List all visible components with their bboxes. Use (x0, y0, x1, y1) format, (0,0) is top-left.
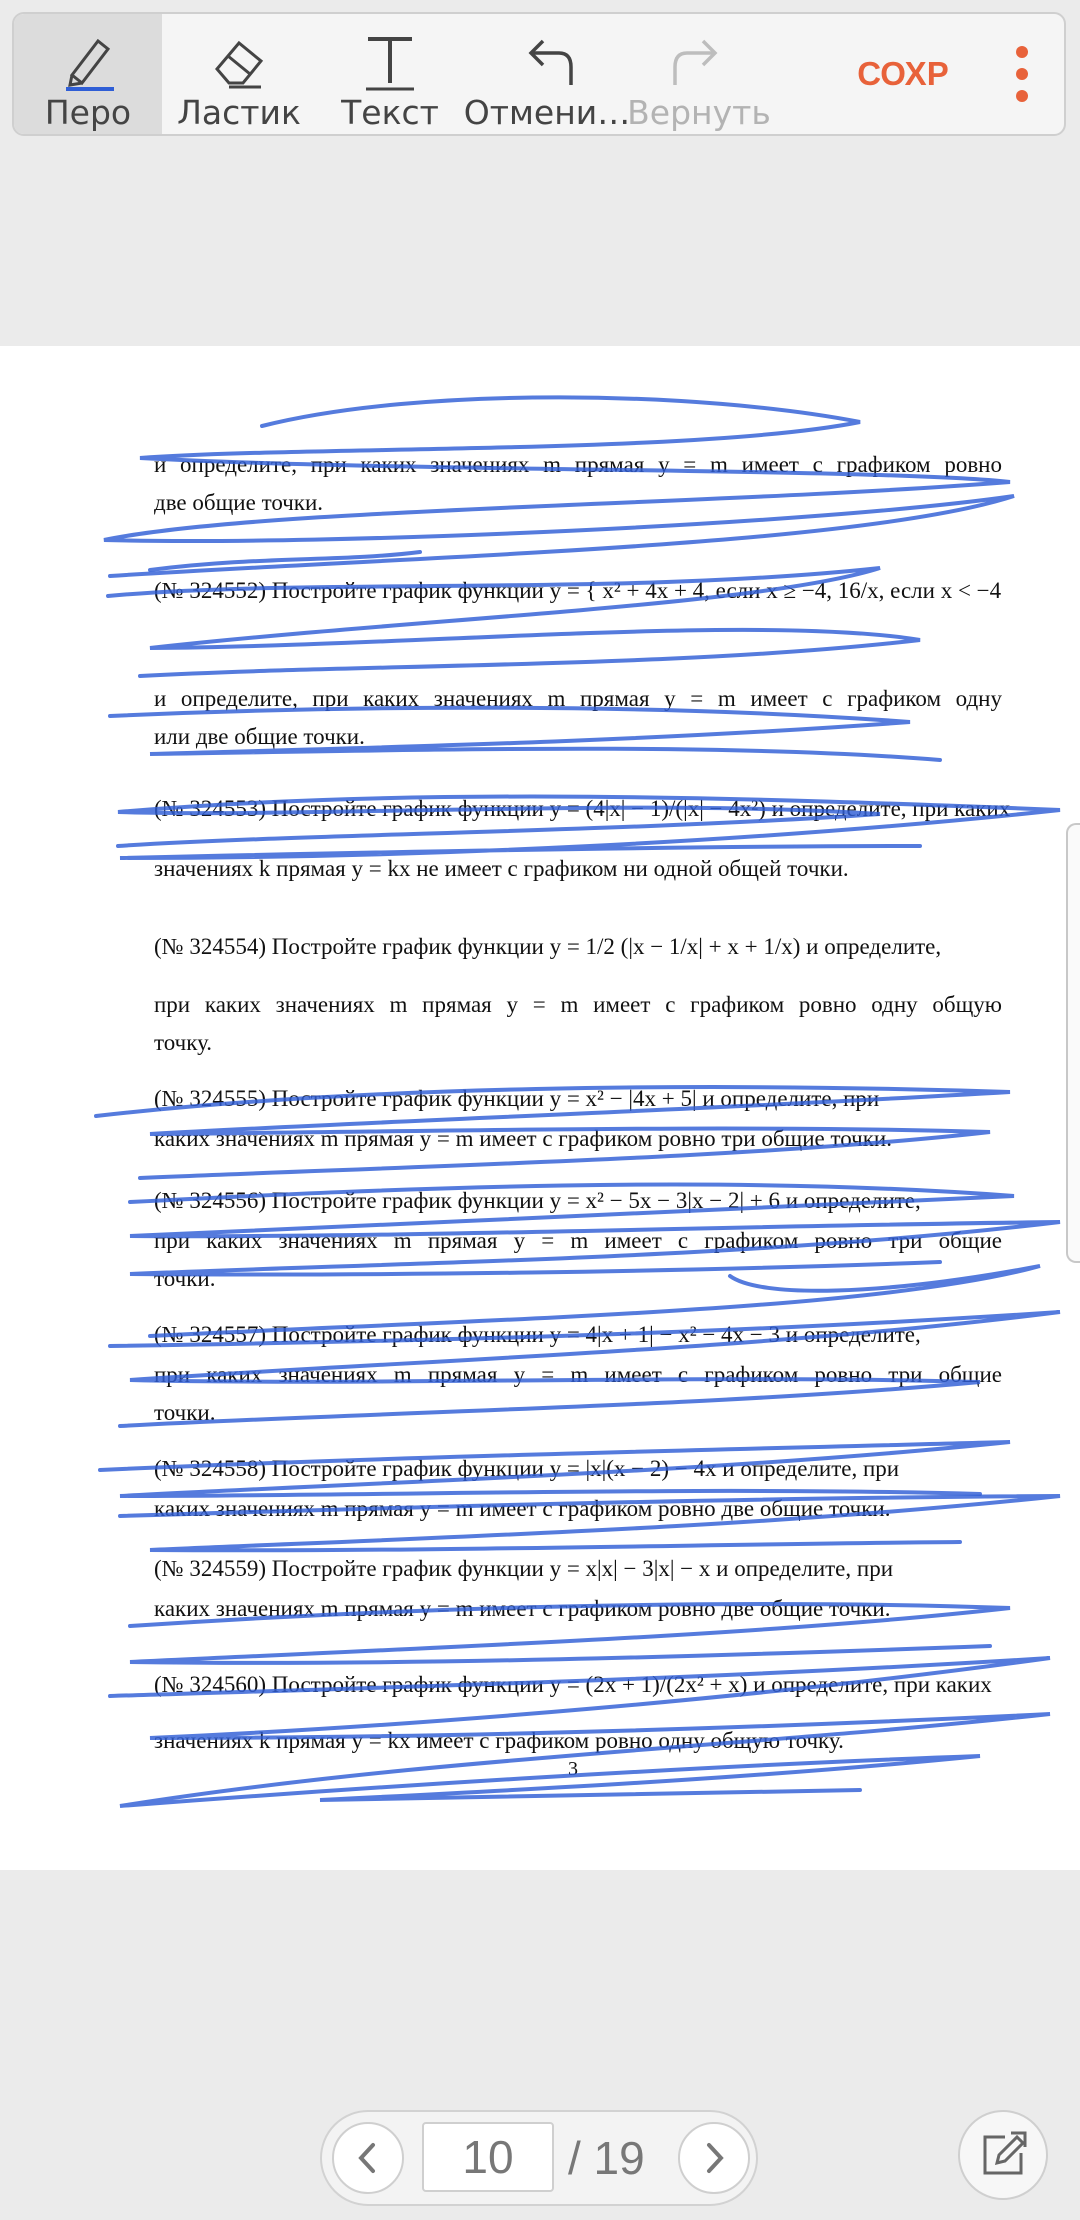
page-footer-number: 3 (568, 1758, 578, 1780)
doc-line: точки. (154, 1266, 216, 1291)
side-panel-handle[interactable] (1066, 823, 1080, 1263)
doc-line: значениях k прямая y = kx не имеет с графиком ни одной общей точки. (154, 856, 849, 881)
page-number-input[interactable]: 10 (422, 2122, 554, 2192)
pen-icon (58, 28, 118, 94)
doc-line: точку. (154, 1030, 213, 1055)
document-page[interactable] (0, 346, 1080, 1870)
tool-redo[interactable] (626, 14, 772, 134)
doc-line: (№ 324555) Постройте график функции y = x² − |4x + 5| и определите, при (154, 1086, 880, 1111)
redo-icon (669, 28, 729, 94)
tool-pen[interactable] (14, 14, 162, 134)
doc-line: (№ 324552) Постройте график функции y = { x² + 4x + 4, если x ≥ −4, 16/x, если x < −4 (154, 578, 1002, 603)
doc-line: при каких значениях m прямая y = m имеет с графиком ровно одну общую (154, 992, 1002, 1017)
more-vertical-icon[interactable] (994, 14, 1050, 134)
export-edit-icon (977, 2129, 1029, 2181)
prev-page-button[interactable] (332, 2122, 404, 2194)
chevron-left-icon (351, 2141, 385, 2175)
doc-line: или две общие точки. (154, 724, 365, 749)
text-icon (360, 28, 420, 94)
page-navigator (320, 2110, 758, 2206)
tool-label: Текст (341, 93, 439, 132)
save-button[interactable]: СОХР (857, 55, 949, 92)
page-total-label: / 19 (568, 2132, 645, 2184)
doc-line: (№ 324558) Постройте график функции y = |x|(x − 2) − 4x и определите, при (154, 1456, 900, 1481)
tool-label: Вернуть (627, 93, 771, 132)
tool-text[interactable] (320, 14, 460, 134)
tool-label: Отмени… (463, 93, 631, 132)
doc-line: (№ 324560) Постройте график функции y = (2x + 1)/(2x² + x) и определите, при каких (154, 1672, 992, 1697)
tool-eraser[interactable] (164, 14, 314, 134)
tool-undo[interactable] (464, 14, 630, 134)
doc-line: при каких значениях m прямая y = m имеет с графиком ровно три общие (154, 1362, 1002, 1387)
doc-line: каких значениях m прямая y = m имеет с графиком ровно две общие точки. (154, 1496, 891, 1521)
doc-line: и определите, при каких значениях m прямая y = m имеет с графиком одну (154, 686, 1002, 711)
doc-line: и определите, при каких значениях m прямая y = m имеет с графиком ровно (154, 452, 1002, 477)
doc-line: при каких значениях m прямая y = m имеет с графиком ровно три общие (154, 1228, 1002, 1253)
chevron-right-icon (697, 2141, 731, 2175)
doc-line: значениях k прямая y = kx имеет с графиком ровно одну общую точку. (154, 1728, 844, 1753)
doc-line: две общие точки. (154, 490, 324, 515)
undo-icon (517, 28, 577, 94)
tool-label: Ластик (177, 93, 301, 132)
tool-label: Перо (44, 93, 132, 132)
doc-line: каких значениях m прямая y = m имеет с графиком ровно три общие точки. (154, 1126, 892, 1151)
next-page-button[interactable] (678, 2122, 750, 2194)
doc-line: каких значениях m прямая y = m имеет с графиком ровно две общие точки. (154, 1596, 891, 1621)
drawing-toolbar (12, 12, 1066, 136)
doc-line: (№ 324559) Постройте график функции y = x|x| − 3|x| − x и определите, при (154, 1556, 893, 1581)
export-button[interactable] (958, 2110, 1048, 2200)
eraser-icon (209, 28, 269, 94)
doc-line: (№ 324557) Постройте график функции y = 4|x + 1| − x² − 4x − 3 и определите, (154, 1322, 921, 1347)
doc-line: (№ 324556) Постройте график функции y = x² − 5x − 3|x − 2| + 6 и определите, (154, 1188, 921, 1213)
doc-line: (№ 324553) Постройте график функции y = (4|x| − 1)/(|x| − 4x²) и определите, при каких (154, 796, 1011, 821)
doc-line: (№ 324554) Постройте график функции y = 1/2 (|x − 1/x| + x + 1/x) и определите, (154, 934, 942, 959)
doc-line: точки. (154, 1400, 216, 1425)
